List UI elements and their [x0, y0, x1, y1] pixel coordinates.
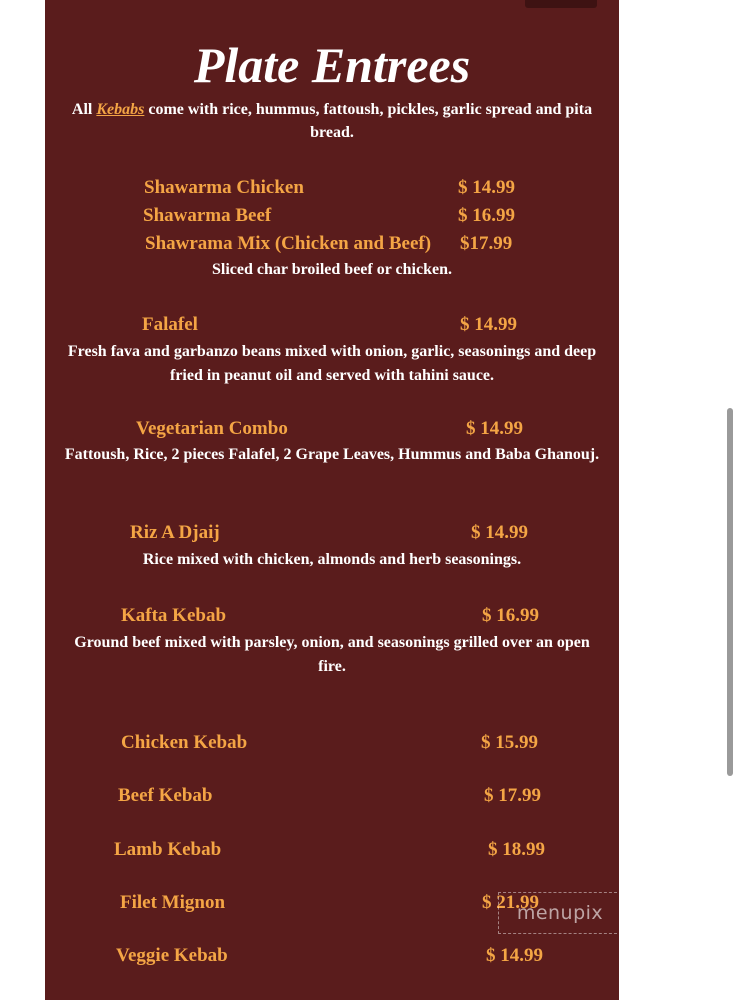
- item-price-shawarma-chicken: $ 14.99: [458, 177, 515, 198]
- item-price-shawrama-mix: $17.99: [460, 233, 513, 254]
- item-desc-shawrama-mix: Sliced char broiled beef or chicken.: [212, 261, 452, 278]
- item-name-vegetarian-combo: Vegetarian Combo: [136, 418, 288, 439]
- item-price-riz-a-djaij: $ 14.99: [471, 522, 528, 543]
- page-title: Plate Entrees: [193, 37, 471, 93]
- item-price-vegetarian-combo: $ 14.99: [466, 418, 523, 439]
- item-name-kafta-kebab: Kafta Kebab: [121, 605, 227, 626]
- item-name-chicken-kebab: Chicken Kebab: [121, 732, 248, 753]
- item-name-veggie-kebab: Veggie Kebab: [116, 945, 228, 966]
- item-name-lamb-kebab: Lamb Kebab: [114, 839, 222, 860]
- top-tab[interactable]: [525, 0, 597, 8]
- item-price-veggie-kebab: $ 14.99: [486, 945, 543, 966]
- item-name-shawrama-mix: Shawrama Mix (Chicken and Beef): [145, 233, 432, 254]
- item-desc-falafel: Fresh fava and garbanzo beans mixed with onion, garlic, seasonings and deep fried in peanut oil and served with tahini sauce.: [67, 343, 597, 384]
- item-name-falafel: Falafel: [142, 314, 198, 335]
- item-name-shawarma-chicken: Shawarma Chicken: [144, 177, 304, 198]
- menupix-watermark: menupix: [498, 892, 622, 934]
- intro-prefix: All: [71, 101, 97, 118]
- item-desc-kafta-kebab: Ground beef mixed with parsley, onion, and seasonings grilled over an open fire.: [74, 634, 590, 675]
- item-price-filet-mignon: $ 21.99: [482, 892, 539, 913]
- item-name-filet-mignon: Filet Mignon: [120, 892, 226, 913]
- item-name-riz-a-djaij: Riz A Djaij: [130, 522, 220, 543]
- item-price-chicken-kebab: $ 15.99: [481, 732, 538, 753]
- item-desc-riz-a-djaij: Rice mixed with chicken, almonds and herb seasonings.: [142, 551, 522, 568]
- kebabs-link[interactable]: Kebabs: [96, 101, 145, 118]
- item-price-lamb-kebab: $ 18.99: [488, 839, 545, 860]
- item-price-falafel: $ 14.99: [460, 314, 517, 335]
- intro-text: [60, 98, 604, 144]
- item-name-beef-kebab: Beef Kebab: [118, 785, 213, 806]
- item-desc-vegetarian-combo: Fattoush, Rice, 2 pieces Falafel, 2 Grape Leaves, Hummus and Baba Ghanouj.: [64, 446, 600, 463]
- intro-suffix: come with rice, hummus, fattoush, pickles, garlic spread and pita bread.: [144, 101, 593, 141]
- item-name-shawarma-beef: Shawarma Beef: [143, 205, 272, 226]
- scrollbar[interactable]: [727, 408, 733, 776]
- item-price-beef-kebab: $ 17.99: [484, 785, 541, 806]
- item-price-kafta-kebab: $ 16.99: [482, 605, 539, 626]
- item-price-shawarma-beef: $ 16.99: [458, 205, 515, 226]
